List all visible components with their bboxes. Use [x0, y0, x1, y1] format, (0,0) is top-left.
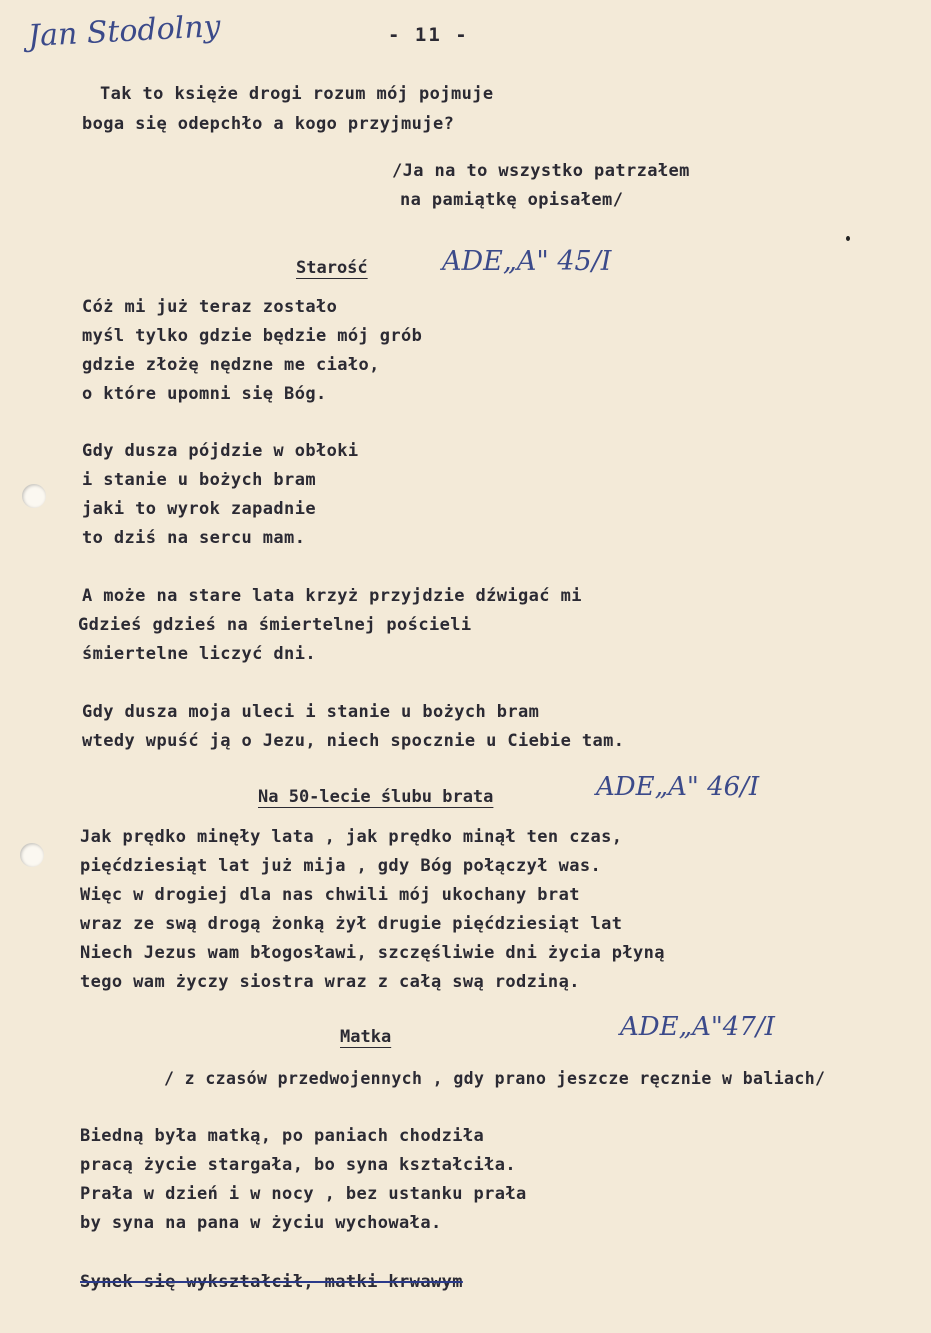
poem-line: wraz ze swą drogą żonką żył drugie pięćdziesiąt lat	[80, 914, 623, 934]
poem-subtitle: / z czasów przedwojennych , gdy prano jeszcze ręcznie w baliach/	[164, 1069, 826, 1088]
archive-mark: ADE„A" 46/I	[596, 772, 760, 802]
poem-line: gdzie złożę nędzne me ciało,	[82, 355, 380, 375]
author-signature: Jan Stodolny	[27, 8, 222, 55]
author-note-line: na pamiątkę opisałem/	[400, 190, 624, 210]
poem-line: Prała w dzień i w nocy , bez ustanku prała	[80, 1184, 527, 1204]
poem-line: Jak prędko minęły lata , jak prędko minął ten czas,	[80, 827, 623, 847]
poem-line: A może na stare lata krzyż przyjdzie dźwigać mi	[82, 586, 582, 606]
poem-line: wtedy wpuść ją o Jezu, niech spocznie u Ciebie tam.	[82, 731, 625, 751]
poem-line: Niech Jezus wam błogosławi, szczęśliwie dni życia płyną	[80, 943, 665, 963]
poem-line: by syna na pana w życiu wychowała.	[80, 1213, 442, 1233]
poem-line: pracą życie stargała, bo syna kształciła.	[80, 1155, 517, 1175]
author-note-line: /Ja na to wszystko patrzałem	[392, 161, 690, 181]
poem-title: Starość	[296, 258, 368, 278]
poem-line: o które upomni się Bóg.	[82, 384, 327, 404]
struck-out-line: Synek się wykształcił, matki krwawym	[80, 1272, 463, 1292]
punch-hole	[22, 484, 46, 508]
poem-line: śmiertelne liczyć dni.	[82, 644, 316, 664]
poem-line: Gdy dusza moja uleci i stanie u bożych bram	[82, 702, 540, 722]
poem-line: Biedną była matką, po paniach chodziła	[80, 1126, 485, 1146]
poem-line: Więc w drogiej dla nas chwili mój ukochany brat	[80, 885, 580, 905]
ink-dot	[846, 236, 850, 241]
poem-line: jaki to wyrok zapadnie	[82, 499, 316, 519]
archive-mark: ADE„A"47/I	[620, 1012, 775, 1042]
poem-line: Gdy dusza pójdzie w obłoki	[82, 441, 359, 461]
punch-hole	[20, 843, 44, 867]
poem-line: to dziś na sercu mam.	[82, 528, 306, 548]
intro-line: boga się odepchło a kogo przyjmuje?	[82, 114, 455, 134]
poem-line: tego wam życzy siostra wraz z całą swą rodziną.	[80, 972, 580, 992]
poem-line: Cóż mi już teraz zostało	[82, 297, 338, 317]
poem-line: pięćdziesiąt lat już mija , gdy Bóg połączył was.	[80, 856, 602, 876]
intro-line: Tak to księże drogi rozum mój pojmuje	[100, 84, 494, 104]
poem-line: Gdzieś gdzieś na śmiertelnej pościeli	[78, 615, 472, 635]
page-number: - 11 -	[388, 24, 469, 46]
poem-title: Na 50-lecie ślubu brata	[258, 787, 494, 807]
poem-title: Matka	[340, 1027, 392, 1047]
archive-mark: ADE„A" 45/I	[442, 246, 612, 277]
poem-line: myśl tylko gdzie będzie mój grób	[82, 326, 423, 346]
poem-line: i stanie u bożych bram	[82, 470, 316, 490]
